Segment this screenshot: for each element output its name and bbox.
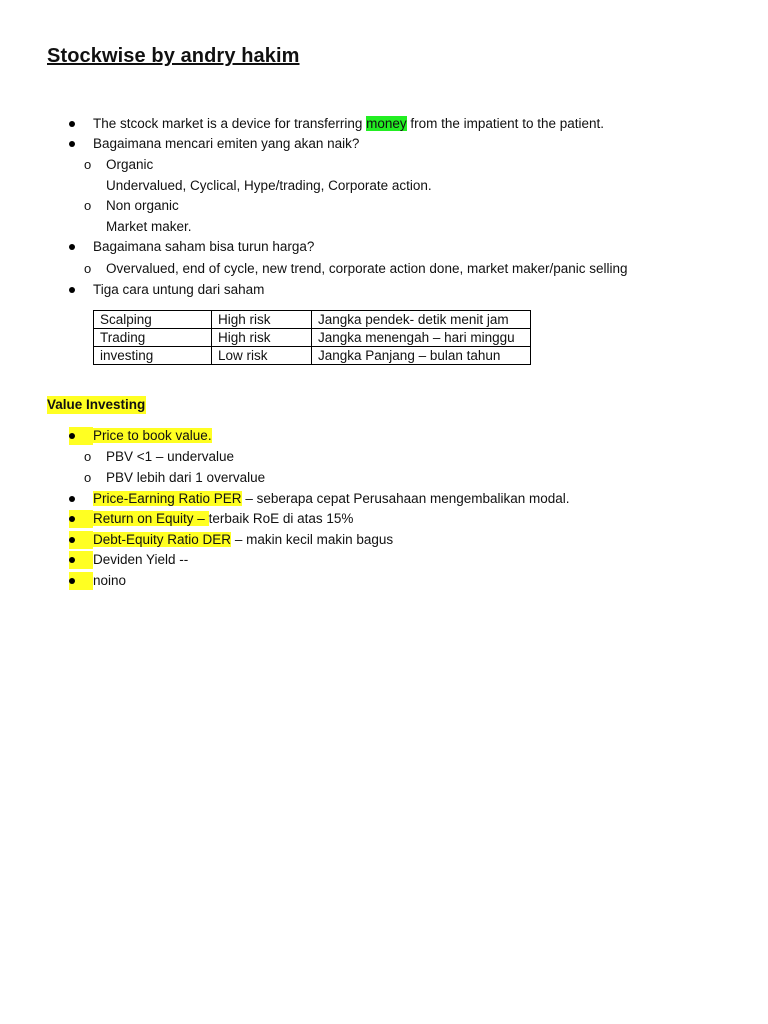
table-cell: Scalping xyxy=(94,311,212,329)
bullet-item-tiga-cara: Tiga cara untung dari saham xyxy=(93,282,265,297)
table-row xyxy=(94,329,531,347)
vi-sub-pbv-under: PBV <1 – undervalue xyxy=(106,449,234,464)
bullet-icon xyxy=(69,121,75,127)
table-cell: Jangka menengah – hari minggu xyxy=(312,329,531,347)
bullet-item-turun-harga: Bagaimana saham bisa turun harga? xyxy=(93,239,315,254)
vi-item-pbv xyxy=(93,427,212,445)
vi-item-roe xyxy=(93,510,353,528)
table-row xyxy=(94,311,531,329)
organic-detail: Undervalued, Cyclical, Hype/trading, Corporate action. xyxy=(106,178,432,193)
bullet-item-stock-market xyxy=(93,115,604,133)
vi-sub-pbv-over: PBV lebih dari 1 overvalue xyxy=(106,470,266,485)
highlighted-word: money xyxy=(366,116,407,131)
bullet-item-mencari-emiten: Bagaimana mencari emiten yang akan naik? xyxy=(93,136,360,151)
vi-item-der xyxy=(93,531,393,549)
text-before: The stcock market is a device for transferring xyxy=(93,116,367,131)
vi-item-der-desc: – makin kecil makin bagus xyxy=(231,532,394,547)
vi-item-pbv-label: Price to book value. xyxy=(93,428,212,443)
bullet-icon xyxy=(69,578,75,584)
table-cell: High risk xyxy=(212,311,312,329)
bullet-icon xyxy=(69,537,75,543)
strategy-table xyxy=(93,310,531,365)
bullet-icon xyxy=(69,496,75,502)
sub-item-organic: Organic xyxy=(106,157,154,172)
vi-item-roe-label: Return on Equity – xyxy=(93,511,209,526)
sub-bullet-icon: o xyxy=(84,449,92,464)
bullet-icon xyxy=(69,141,75,147)
vi-item-per-desc: – seberapa cepat Perusahaan mengembalikan modal. xyxy=(241,491,570,506)
bullet-icon xyxy=(69,516,75,522)
table-cell: investing xyxy=(94,347,212,365)
document-title: Stockwise by andry hakim xyxy=(47,45,300,67)
table-cell: Jangka Panjang – bulan tahun xyxy=(312,347,531,365)
table-cell: Jangka pendek- detik menit jam xyxy=(312,311,531,329)
table-cell: Trading xyxy=(94,329,212,347)
vi-item-der-label: Debt-Equity Ratio DER xyxy=(93,532,232,547)
bullet-icon xyxy=(69,244,75,250)
sub-item-overvalued: Overvalued, end of cycle, new trend, corporate action done, market maker/panic selling xyxy=(106,261,628,276)
vi-item-per-label: Price-Earning Ratio PER xyxy=(93,491,242,506)
table-cell: Low risk xyxy=(212,347,312,365)
vi-item-per xyxy=(93,490,570,508)
vi-item-roe-desc: terbaik RoE di atas 15% xyxy=(208,511,354,526)
table-cell: High risk xyxy=(212,329,312,347)
bullet-icon xyxy=(69,287,75,293)
sub-bullet-icon: o xyxy=(84,470,92,485)
bullet-icon xyxy=(69,557,75,563)
text-after: from the impatient to the patient. xyxy=(406,116,604,131)
bullet-icon xyxy=(69,433,75,439)
value-investing-heading: Value Investing xyxy=(47,397,146,412)
vi-item-noino: noino xyxy=(93,573,127,588)
vi-item-deviden: Deviden Yield -- xyxy=(93,552,189,567)
sub-bullet-icon: o xyxy=(84,198,92,213)
sub-bullet-icon: o xyxy=(84,157,92,172)
non-organic-detail: Market maker. xyxy=(106,219,192,234)
sub-bullet-icon: o xyxy=(84,261,92,276)
table-row xyxy=(94,347,531,365)
sub-item-non-organic: Non organic xyxy=(106,198,179,213)
